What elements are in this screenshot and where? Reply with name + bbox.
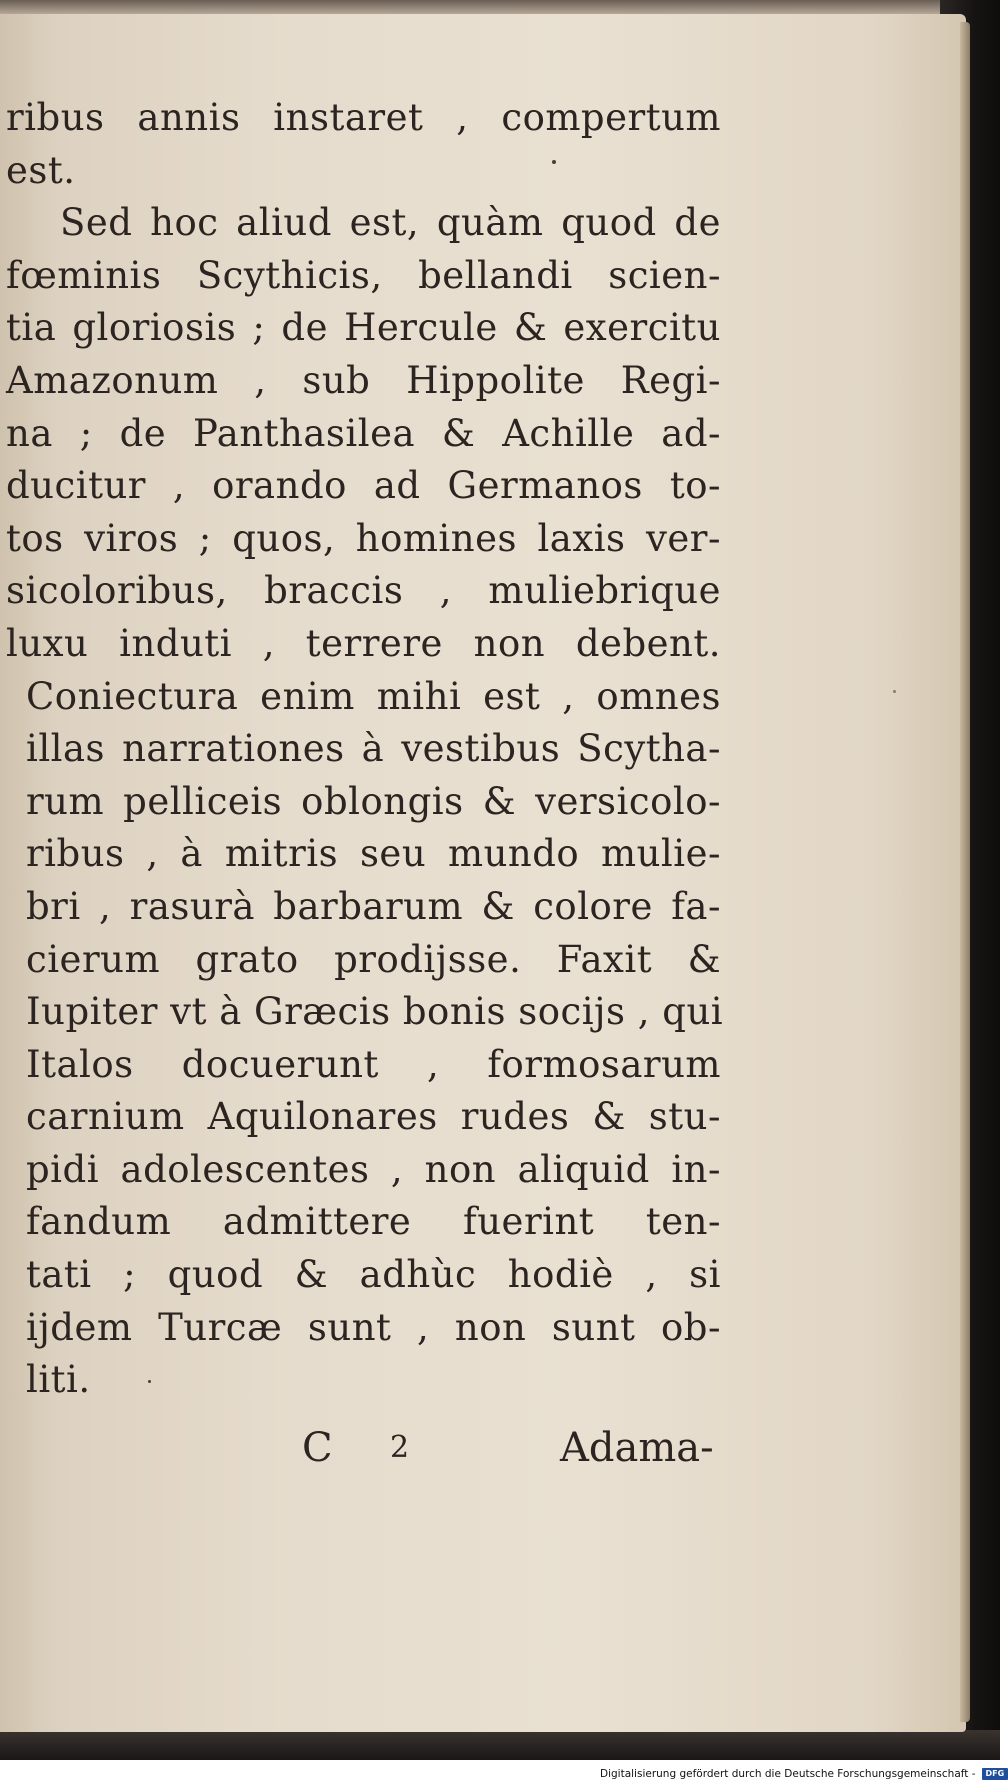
text-line: Sed hoc aliud est, quàm quod de xyxy=(60,201,721,245)
text-line: est. xyxy=(6,148,76,192)
ink-speck xyxy=(893,690,896,693)
text-line: ribus annis instaret , compertum xyxy=(6,96,721,139)
text-line: tia gloriosis ; de Hercule & exercitu xyxy=(6,306,721,350)
text-line: fœminis Scythicis, bellandi scien- xyxy=(6,253,721,297)
text-line: ducitur , orando ad Germanos to- xyxy=(6,464,721,508)
text-line: carnium Aquilonares rudes & stu- xyxy=(26,1095,721,1139)
credit-text: Digitalisierung gefördert durch die Deutsche Forschungsgemeinschaft - xyxy=(600,1768,976,1780)
text-line: bri , rasurà barbarum & colore fa- xyxy=(26,884,721,928)
catchword: Adama- xyxy=(560,1425,714,1471)
text-line: ribus , à mitris seu mundo mulie- xyxy=(26,832,721,876)
text-line: na ; de Panthasilea & Achille ad- xyxy=(6,411,721,455)
text-line: pidi adolescentes , non aliquid in- xyxy=(26,1147,721,1191)
body-text xyxy=(6,92,724,1407)
text-line: Iupiter vt à Græcis bonis socijs , qui xyxy=(26,990,724,1034)
text-line: rum pelliceis oblongis & versicolo- xyxy=(26,779,721,823)
book-shadow-bottom xyxy=(0,1730,1000,1760)
text-line: Amazonum , sub Hippolite Regi- xyxy=(6,358,721,402)
text-line: fandum admittere fuerint ten- xyxy=(26,1200,721,1244)
text-line: ijdem Turcæ sunt , non sunt ob- xyxy=(26,1305,721,1349)
dfg-logo-icon: DFG xyxy=(982,1768,1008,1780)
digitization-credit xyxy=(600,1764,1005,1784)
text-line: Coniectura enim mihi est , omnes xyxy=(26,674,721,718)
text-line: Italos docuerunt , formosarum xyxy=(26,1042,721,1086)
text-line: tos viros ; quos, homines laxis ver- xyxy=(6,516,721,560)
signature-number: 2 xyxy=(390,1430,410,1465)
text-line: sicoloribus, braccis , muliebrique xyxy=(6,569,721,613)
text-line: cierum grato prodijsse. Faxit & xyxy=(26,937,721,981)
text-line: liti. xyxy=(26,1358,91,1402)
page-edge xyxy=(960,22,970,1722)
text-line: illas narrationes à vestibus Scytha- xyxy=(26,727,721,771)
text-line: tati ; quod & adhùc hodiè , si xyxy=(26,1253,721,1297)
signature-mark: C xyxy=(302,1425,333,1471)
text-line: luxu induti , terrere non debent. xyxy=(6,621,721,665)
